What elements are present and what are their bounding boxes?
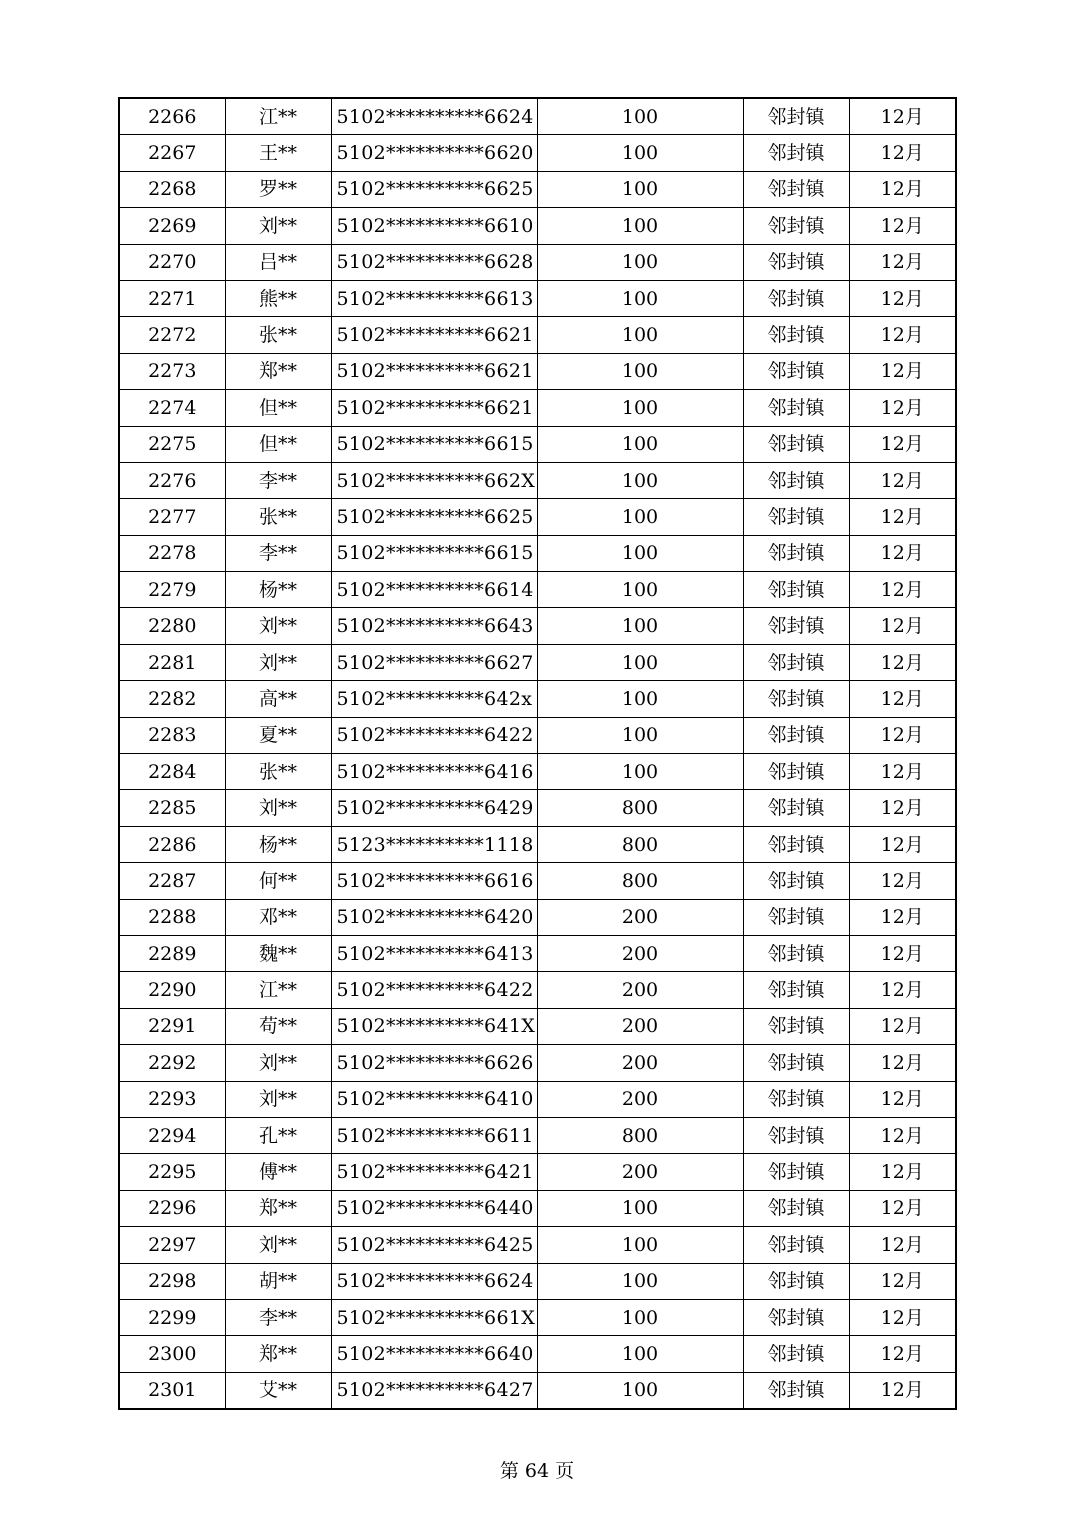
id-number-cell: 5102**********641X [331, 1008, 537, 1044]
serial-number-cell: 2287 [119, 863, 225, 899]
id-number-cell: 5102**********6416 [331, 754, 537, 790]
name-cell: 孔** [225, 1117, 331, 1153]
serial-number-cell: 2273 [119, 353, 225, 389]
table-row [119, 390, 956, 426]
town-cell: 邻封镇 [743, 353, 849, 389]
month-cell: 12月 [849, 1227, 956, 1263]
id-number-cell: 5123**********1118 [331, 826, 537, 862]
amount-cell: 100 [537, 353, 743, 389]
table-row [119, 681, 956, 717]
serial-number-cell: 2275 [119, 426, 225, 462]
table-row [119, 754, 956, 790]
serial-number-cell: 2296 [119, 1190, 225, 1226]
records-table [118, 97, 957, 1410]
town-cell: 邻封镇 [743, 863, 849, 899]
name-cell: 张** [225, 754, 331, 790]
table-row [119, 499, 956, 535]
amount-cell: 100 [537, 535, 743, 571]
amount-cell: 200 [537, 1045, 743, 1081]
table-row [119, 98, 956, 135]
serial-number-cell: 2300 [119, 1336, 225, 1372]
serial-number-cell: 2299 [119, 1299, 225, 1335]
month-cell: 12月 [849, 1081, 956, 1117]
serial-number-cell: 2267 [119, 135, 225, 171]
serial-number-cell: 2291 [119, 1008, 225, 1044]
amount-cell: 100 [537, 608, 743, 644]
town-cell: 邻封镇 [743, 608, 849, 644]
month-cell: 12月 [849, 935, 956, 971]
month-cell: 12月 [849, 317, 956, 353]
table-row [119, 972, 956, 1008]
table-row [119, 1154, 956, 1190]
name-cell: 邓** [225, 899, 331, 935]
town-cell: 邻封镇 [743, 681, 849, 717]
town-cell: 邻封镇 [743, 754, 849, 790]
name-cell: 熊** [225, 280, 331, 316]
name-cell: 但** [225, 426, 331, 462]
town-cell: 邻封镇 [743, 826, 849, 862]
month-cell: 12月 [849, 426, 956, 462]
name-cell: 但** [225, 390, 331, 426]
serial-number-cell: 2294 [119, 1117, 225, 1153]
table-row [119, 644, 956, 680]
name-cell: 江** [225, 98, 331, 135]
id-number-cell: 5102**********6429 [331, 790, 537, 826]
month-cell: 12月 [849, 681, 956, 717]
month-cell: 12月 [849, 390, 956, 426]
town-cell: 邻封镇 [743, 426, 849, 462]
amount-cell: 100 [537, 644, 743, 680]
table-row [119, 1008, 956, 1044]
amount-cell: 100 [537, 1299, 743, 1335]
amount-cell: 100 [537, 317, 743, 353]
serial-number-cell: 2286 [119, 826, 225, 862]
table-row [119, 1081, 956, 1117]
table-row [119, 572, 956, 608]
amount-cell: 100 [537, 390, 743, 426]
id-number-cell: 5102**********6422 [331, 717, 537, 753]
town-cell: 邻封镇 [743, 98, 849, 135]
amount-cell: 200 [537, 972, 743, 1008]
serial-number-cell: 2298 [119, 1263, 225, 1299]
amount-cell: 100 [537, 754, 743, 790]
amount-cell: 100 [537, 1263, 743, 1299]
name-cell: 郑** [225, 1336, 331, 1372]
name-cell: 艾** [225, 1372, 331, 1409]
town-cell: 邻封镇 [743, 572, 849, 608]
serial-number-cell: 2295 [119, 1154, 225, 1190]
amount-cell: 200 [537, 935, 743, 971]
amount-cell: 800 [537, 790, 743, 826]
name-cell: 刘** [225, 1081, 331, 1117]
amount-cell: 100 [537, 426, 743, 462]
id-number-cell: 5102**********6627 [331, 644, 537, 680]
table-row [119, 280, 956, 316]
amount-cell: 100 [537, 208, 743, 244]
serial-number-cell: 2271 [119, 280, 225, 316]
name-cell: 苟** [225, 1008, 331, 1044]
month-cell: 12月 [849, 644, 956, 680]
id-number-cell: 5102**********6616 [331, 863, 537, 899]
serial-number-cell: 2301 [119, 1372, 225, 1409]
name-cell: 郑** [225, 353, 331, 389]
name-cell: 刘** [225, 608, 331, 644]
table-row [119, 244, 956, 280]
name-cell: 罗** [225, 171, 331, 207]
name-cell: 刘** [225, 790, 331, 826]
serial-number-cell: 2269 [119, 208, 225, 244]
month-cell: 12月 [849, 244, 956, 280]
id-number-cell: 5102**********6628 [331, 244, 537, 280]
id-number-cell: 5102**********6420 [331, 899, 537, 935]
month-cell: 12月 [849, 1372, 956, 1409]
town-cell: 邻封镇 [743, 390, 849, 426]
town-cell: 邻封镇 [743, 317, 849, 353]
amount-cell: 100 [537, 499, 743, 535]
table-row [119, 208, 956, 244]
table-row [119, 826, 956, 862]
serial-number-cell: 2280 [119, 608, 225, 644]
id-number-cell: 5102**********6413 [331, 935, 537, 971]
serial-number-cell: 2276 [119, 462, 225, 498]
amount-cell: 100 [537, 244, 743, 280]
table-row [119, 1117, 956, 1153]
name-cell: 吕** [225, 244, 331, 280]
month-cell: 12月 [849, 98, 956, 135]
table-row [119, 935, 956, 971]
name-cell: 胡** [225, 1263, 331, 1299]
name-cell: 夏** [225, 717, 331, 753]
town-cell: 邻封镇 [743, 244, 849, 280]
town-cell: 邻封镇 [743, 1117, 849, 1153]
name-cell: 杨** [225, 572, 331, 608]
town-cell: 邻封镇 [743, 790, 849, 826]
month-cell: 12月 [849, 1154, 956, 1190]
amount-cell: 800 [537, 863, 743, 899]
id-number-cell: 5102**********661X [331, 1299, 537, 1335]
town-cell: 邻封镇 [743, 972, 849, 1008]
town-cell: 邻封镇 [743, 208, 849, 244]
serial-number-cell: 2268 [119, 171, 225, 207]
amount-cell: 100 [537, 1336, 743, 1372]
table-row [119, 426, 956, 462]
amount-cell: 200 [537, 899, 743, 935]
serial-number-cell: 2279 [119, 572, 225, 608]
serial-number-cell: 2284 [119, 754, 225, 790]
name-cell: 李** [225, 535, 331, 571]
town-cell: 邻封镇 [743, 1154, 849, 1190]
id-number-cell: 5102**********6422 [331, 972, 537, 1008]
name-cell: 杨** [225, 826, 331, 862]
id-number-cell: 5102**********6425 [331, 1227, 537, 1263]
amount-cell: 200 [537, 1008, 743, 1044]
table-row [119, 317, 956, 353]
month-cell: 12月 [849, 135, 956, 171]
id-number-cell: 5102**********6620 [331, 135, 537, 171]
table-row [119, 1190, 956, 1226]
id-number-cell: 5102**********6625 [331, 499, 537, 535]
name-cell: 郑** [225, 1190, 331, 1226]
serial-number-cell: 2272 [119, 317, 225, 353]
serial-number-cell: 2290 [119, 972, 225, 1008]
name-cell: 张** [225, 317, 331, 353]
id-number-cell: 5102**********6611 [331, 1117, 537, 1153]
month-cell: 12月 [849, 899, 956, 935]
amount-cell: 100 [537, 98, 743, 135]
month-cell: 12月 [849, 280, 956, 316]
month-cell: 12月 [849, 863, 956, 899]
table-row [119, 1227, 956, 1263]
id-number-cell: 5102**********6624 [331, 1263, 537, 1299]
serial-number-cell: 2289 [119, 935, 225, 971]
id-number-cell: 5102**********6621 [331, 353, 537, 389]
serial-number-cell: 2285 [119, 790, 225, 826]
name-cell: 何** [225, 863, 331, 899]
name-cell: 魏** [225, 935, 331, 971]
town-cell: 邻封镇 [743, 899, 849, 935]
name-cell: 江** [225, 972, 331, 1008]
town-cell: 邻封镇 [743, 280, 849, 316]
town-cell: 邻封镇 [743, 1081, 849, 1117]
month-cell: 12月 [849, 717, 956, 753]
id-number-cell: 5102**********6615 [331, 426, 537, 462]
id-number-cell: 5102**********6440 [331, 1190, 537, 1226]
town-cell: 邻封镇 [743, 1263, 849, 1299]
town-cell: 邻封镇 [743, 462, 849, 498]
month-cell: 12月 [849, 1299, 956, 1335]
id-number-cell: 5102**********6624 [331, 98, 537, 135]
amount-cell: 100 [537, 1190, 743, 1226]
id-number-cell: 5102**********6625 [331, 171, 537, 207]
month-cell: 12月 [849, 826, 956, 862]
id-number-cell: 5102**********6421 [331, 1154, 537, 1190]
name-cell: 刘** [225, 644, 331, 680]
id-number-cell: 5102**********6626 [331, 1045, 537, 1081]
month-cell: 12月 [849, 572, 956, 608]
month-cell: 12月 [849, 1045, 956, 1081]
table-row [119, 863, 956, 899]
id-number-cell: 5102**********6640 [331, 1336, 537, 1372]
table-row [119, 790, 956, 826]
table-row [119, 899, 956, 935]
amount-cell: 800 [537, 826, 743, 862]
serial-number-cell: 2297 [119, 1227, 225, 1263]
month-cell: 12月 [849, 608, 956, 644]
serial-number-cell: 2278 [119, 535, 225, 571]
id-number-cell: 5102**********6621 [331, 317, 537, 353]
id-number-cell: 5102**********662X [331, 462, 537, 498]
month-cell: 12月 [849, 1008, 956, 1044]
serial-number-cell: 2274 [119, 390, 225, 426]
town-cell: 邻封镇 [743, 1299, 849, 1335]
month-cell: 12月 [849, 499, 956, 535]
amount-cell: 200 [537, 1081, 743, 1117]
month-cell: 12月 [849, 972, 956, 1008]
town-cell: 邻封镇 [743, 1227, 849, 1263]
month-cell: 12月 [849, 790, 956, 826]
table-row [119, 535, 956, 571]
amount-cell: 100 [537, 681, 743, 717]
month-cell: 12月 [849, 171, 956, 207]
amount-cell: 800 [537, 1117, 743, 1153]
serial-number-cell: 2283 [119, 717, 225, 753]
table-row [119, 608, 956, 644]
month-cell: 12月 [849, 754, 956, 790]
month-cell: 12月 [849, 1336, 956, 1372]
town-cell: 邻封镇 [743, 135, 849, 171]
month-cell: 12月 [849, 208, 956, 244]
name-cell: 李** [225, 462, 331, 498]
id-number-cell: 5102**********6643 [331, 608, 537, 644]
amount-cell: 100 [537, 135, 743, 171]
serial-number-cell: 2266 [119, 98, 225, 135]
serial-number-cell: 2288 [119, 899, 225, 935]
amount-cell: 100 [537, 171, 743, 207]
amount-cell: 100 [537, 1227, 743, 1263]
table-row [119, 717, 956, 753]
id-number-cell: 5102**********6410 [331, 1081, 537, 1117]
town-cell: 邻封镇 [743, 171, 849, 207]
table-row [119, 1045, 956, 1081]
table-row [119, 1263, 956, 1299]
serial-number-cell: 2292 [119, 1045, 225, 1081]
table-row [119, 1372, 956, 1409]
name-cell: 张** [225, 499, 331, 535]
town-cell: 邻封镇 [743, 717, 849, 753]
month-cell: 12月 [849, 1117, 956, 1153]
id-number-cell: 5102**********6613 [331, 280, 537, 316]
id-number-cell: 5102**********6610 [331, 208, 537, 244]
table-row [119, 135, 956, 171]
page-number: 第 64 页 [499, 1460, 575, 1482]
town-cell: 邻封镇 [743, 935, 849, 971]
name-cell: 王** [225, 135, 331, 171]
table-row [119, 353, 956, 389]
town-cell: 邻封镇 [743, 1336, 849, 1372]
amount-cell: 100 [537, 280, 743, 316]
amount-cell: 200 [537, 1154, 743, 1190]
id-number-cell: 5102**********6614 [331, 572, 537, 608]
amount-cell: 100 [537, 462, 743, 498]
name-cell: 刘** [225, 208, 331, 244]
id-number-cell: 5102**********6427 [331, 1372, 537, 1409]
serial-number-cell: 2281 [119, 644, 225, 680]
table-row [119, 171, 956, 207]
table-row [119, 462, 956, 498]
serial-number-cell: 2282 [119, 681, 225, 717]
serial-number-cell: 2270 [119, 244, 225, 280]
town-cell: 邻封镇 [743, 1008, 849, 1044]
table-row [119, 1336, 956, 1372]
table-row [119, 1299, 956, 1335]
town-cell: 邻封镇 [743, 644, 849, 680]
name-cell: 刘** [225, 1227, 331, 1263]
name-cell: 傅** [225, 1154, 331, 1190]
town-cell: 邻封镇 [743, 535, 849, 571]
amount-cell: 100 [537, 572, 743, 608]
town-cell: 邻封镇 [743, 1372, 849, 1409]
town-cell: 邻封镇 [743, 1190, 849, 1226]
id-number-cell: 5102**********6615 [331, 535, 537, 571]
town-cell: 邻封镇 [743, 499, 849, 535]
serial-number-cell: 2277 [119, 499, 225, 535]
id-number-cell: 5102**********642x [331, 681, 537, 717]
serial-number-cell: 2293 [119, 1081, 225, 1117]
name-cell: 刘** [225, 1045, 331, 1081]
month-cell: 12月 [849, 1190, 956, 1226]
month-cell: 12月 [849, 535, 956, 571]
amount-cell: 100 [537, 1372, 743, 1409]
town-cell: 邻封镇 [743, 1045, 849, 1081]
name-cell: 李** [225, 1299, 331, 1335]
month-cell: 12月 [849, 462, 956, 498]
amount-cell: 100 [537, 717, 743, 753]
id-number-cell: 5102**********6621 [331, 390, 537, 426]
name-cell: 高** [225, 681, 331, 717]
month-cell: 12月 [849, 1263, 956, 1299]
month-cell: 12月 [849, 353, 956, 389]
